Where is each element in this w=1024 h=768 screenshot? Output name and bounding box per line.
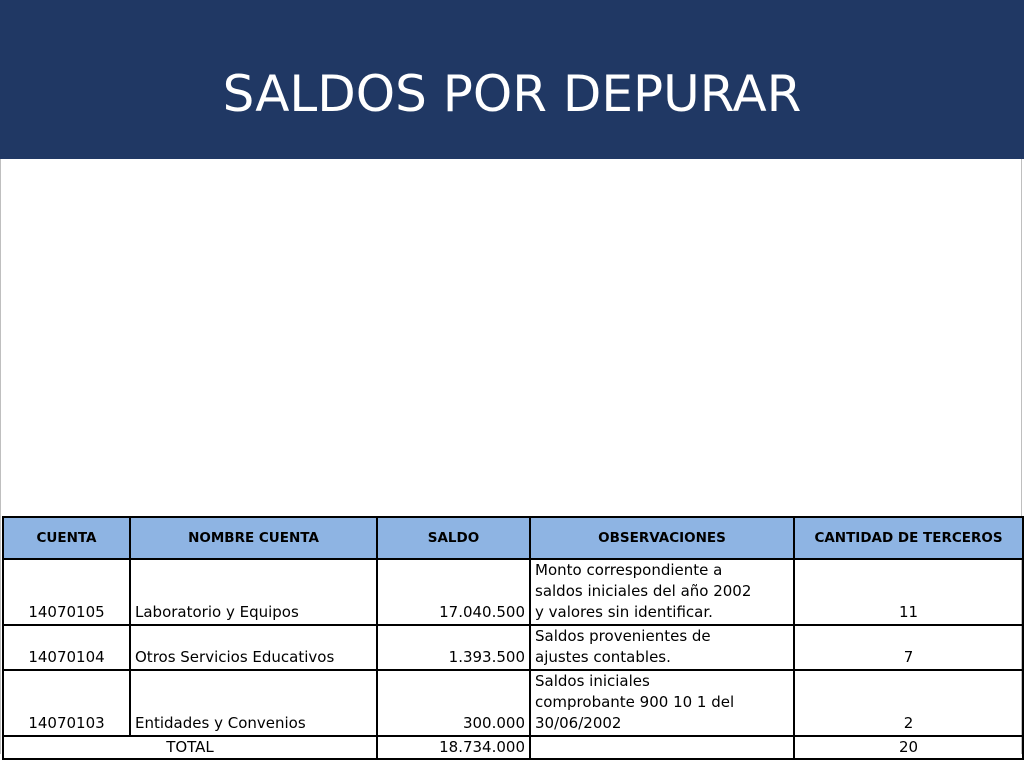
slide-title: SALDOS POR DEPURAR bbox=[222, 65, 802, 123]
cell-nombre: Otros Servicios Educativos bbox=[130, 625, 377, 670]
cell-observaciones: Saldos iniciales comprobante 900 10 1 del 30/06/2002 bbox=[530, 670, 794, 736]
cell-observaciones: Monto correspondiente a saldos iniciales del año 2002 y valores sin identificar. bbox=[530, 559, 794, 625]
cell-cuenta: 14070105 bbox=[3, 559, 130, 625]
header-observaciones: OBSERVACIONES bbox=[530, 517, 794, 559]
cell-cuenta: 14070103 bbox=[3, 670, 130, 736]
cell-cuenta: 14070104 bbox=[3, 625, 130, 670]
total-saldo: 18.734.000 bbox=[377, 736, 530, 759]
table-row bbox=[3, 625, 1023, 670]
header-saldo: SALDO bbox=[377, 517, 530, 559]
cell-terceros: 7 bbox=[794, 625, 1023, 670]
table-row bbox=[3, 559, 1023, 625]
total-label: TOTAL bbox=[3, 736, 377, 759]
table-header-row bbox=[3, 517, 1023, 559]
cell-saldo: 300.000 bbox=[377, 670, 530, 736]
cell-saldo: 1.393.500 bbox=[377, 625, 530, 670]
cell-nombre: Entidades y Convenios bbox=[130, 670, 377, 736]
total-row bbox=[3, 736, 1023, 759]
total-terceros: 20 bbox=[794, 736, 1023, 759]
header-cantidad-terceros: CANTIDAD DE TERCEROS bbox=[794, 517, 1023, 559]
saldos-table bbox=[2, 516, 1024, 760]
cell-nombre: Laboratorio y Equipos bbox=[130, 559, 377, 625]
cell-terceros: 11 bbox=[794, 559, 1023, 625]
header-cuenta: CUENTA bbox=[3, 517, 130, 559]
cell-observaciones: Saldos provenientes de ajustes contables. bbox=[530, 625, 794, 670]
total-observaciones-empty bbox=[530, 736, 794, 759]
table-row bbox=[3, 670, 1023, 736]
header-nombre-cuenta: NOMBRE CUENTA bbox=[130, 517, 377, 559]
cell-saldo: 17.040.500 bbox=[377, 559, 530, 625]
cell-terceros: 2 bbox=[794, 670, 1023, 736]
